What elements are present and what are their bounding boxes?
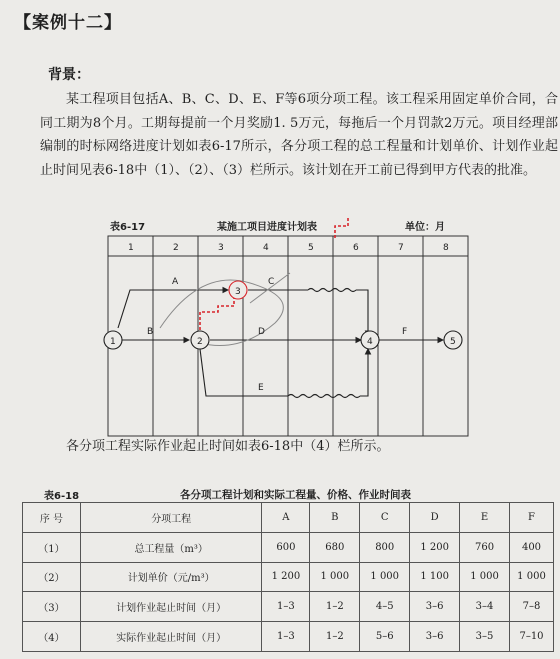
- table-cell: 3–4: [460, 592, 510, 622]
- table-header-cell: 序 号: [23, 503, 81, 533]
- table-cell: （3）: [23, 592, 81, 622]
- activity-label: D: [258, 327, 265, 337]
- month-label: 5: [308, 243, 314, 253]
- table-cell: 1 100: [410, 562, 460, 592]
- table-cell: 1–3: [262, 592, 310, 622]
- table-cell: 1 000: [310, 562, 360, 592]
- month-label: 3: [218, 243, 224, 253]
- diagram-caption: 表6-17: [110, 222, 146, 233]
- table-cell: 计划作业起止时间（月）: [80, 592, 262, 622]
- node-label: 3: [235, 287, 241, 297]
- quantities-price-time-table: [22, 502, 554, 652]
- table-cell: 760: [460, 532, 510, 562]
- table-cell: 3–5: [460, 622, 510, 652]
- node-label: 2: [197, 337, 203, 347]
- table-cell: （4）: [23, 622, 81, 652]
- table-header-cell: A: [262, 503, 310, 533]
- table-header-cell: 分项工程: [80, 503, 262, 533]
- table-cell: 总工程量（m³）: [80, 532, 262, 562]
- table-row: [23, 532, 554, 562]
- background-heading: 背景：: [48, 67, 90, 83]
- month-label: 2: [173, 243, 179, 253]
- table-cell: 实际作业起止时间（月）: [80, 622, 262, 652]
- activity-label: F: [402, 327, 408, 337]
- activity-arrow-c: [356, 290, 368, 336]
- node-label: 5: [450, 337, 456, 347]
- table-cell: （1）: [23, 532, 81, 562]
- table-cell: 1 000: [360, 562, 410, 592]
- network-schedule-diagram: [100, 218, 480, 443]
- case-title: 【案例十二】: [14, 13, 122, 33]
- table-cell: 800: [360, 532, 410, 562]
- table-cell: 1–3: [262, 622, 310, 652]
- table-cell: 400: [510, 532, 554, 562]
- activity-arrow-a: [118, 290, 228, 328]
- table-caption: 表6-18: [44, 491, 80, 502]
- activity-arrow-e: [360, 349, 368, 396]
- table-cell: 7–8: [510, 592, 554, 622]
- table-header-cell: F: [510, 503, 554, 533]
- table-row: [23, 592, 554, 622]
- month-label: 6: [353, 243, 359, 253]
- table-row: [23, 622, 554, 652]
- month-label: 1: [128, 243, 134, 253]
- table-cell: 1 200: [410, 532, 460, 562]
- table-header-cell: D: [410, 503, 460, 533]
- actual-time-paragraph: 各分项工程实际作业起止时间如表6-18中（4）栏所示。: [66, 439, 390, 454]
- table-cell: 3–6: [410, 592, 460, 622]
- diagram-unit: 单位：月: [405, 222, 445, 233]
- activity-label: A: [172, 277, 179, 287]
- table-header-cell: E: [460, 503, 510, 533]
- table-cell: 1 000: [460, 562, 510, 592]
- table-cell: 1 200: [262, 562, 310, 592]
- month-label: 4: [263, 243, 269, 253]
- table-cell: 计划单价（元/m³）: [80, 562, 262, 592]
- table-cell: 680: [310, 532, 360, 562]
- activity-label: B: [147, 327, 154, 337]
- table-title: 各分项工程计划和实际工程量、价格、作业时间表: [180, 489, 411, 501]
- month-label: 7: [398, 243, 404, 253]
- red-annotation-arrow: [335, 218, 362, 238]
- table-cell: 600: [262, 532, 310, 562]
- table-header-row: [23, 503, 554, 533]
- table-row: [23, 562, 554, 592]
- table-cell: 1–2: [310, 622, 360, 652]
- table-header-cell: C: [360, 503, 410, 533]
- red-annotation-arrow: [200, 298, 234, 330]
- diagram-title: 某施工项目进度计划表: [217, 222, 317, 233]
- activity-label: E: [258, 383, 264, 393]
- table-cell: 1–2: [310, 592, 360, 622]
- background-paragraph: 某工程项目包括A、B、C、D、E、F等6项分项工程。该工程采用固定单价合同，合同工期为8个月。工期每提前一个月奖励1. 5万元，每拖后一个月罚款2万元。项目经理部编制的时标网络进度计划如表6-17所示，各分项工程的总工程量和计划单价、计划作业起止时间见表6-18中（1）、（2）、（3）栏所示。该计划在开工前已得到甲方代表的批准。: [40, 92, 558, 178]
- activity-label: C: [268, 277, 275, 287]
- month-label: 8: [443, 243, 449, 253]
- node-label: 1: [110, 337, 116, 347]
- table-cell: （2）: [23, 562, 81, 592]
- table-cell: 5–6: [360, 622, 410, 652]
- node-label: 4: [367, 337, 373, 347]
- table-cell: 7–10: [510, 622, 554, 652]
- table-cell: 4–5: [360, 592, 410, 622]
- table-cell: 1 000: [510, 562, 554, 592]
- table-header-cell: B: [310, 503, 360, 533]
- table-cell: 3–6: [410, 622, 460, 652]
